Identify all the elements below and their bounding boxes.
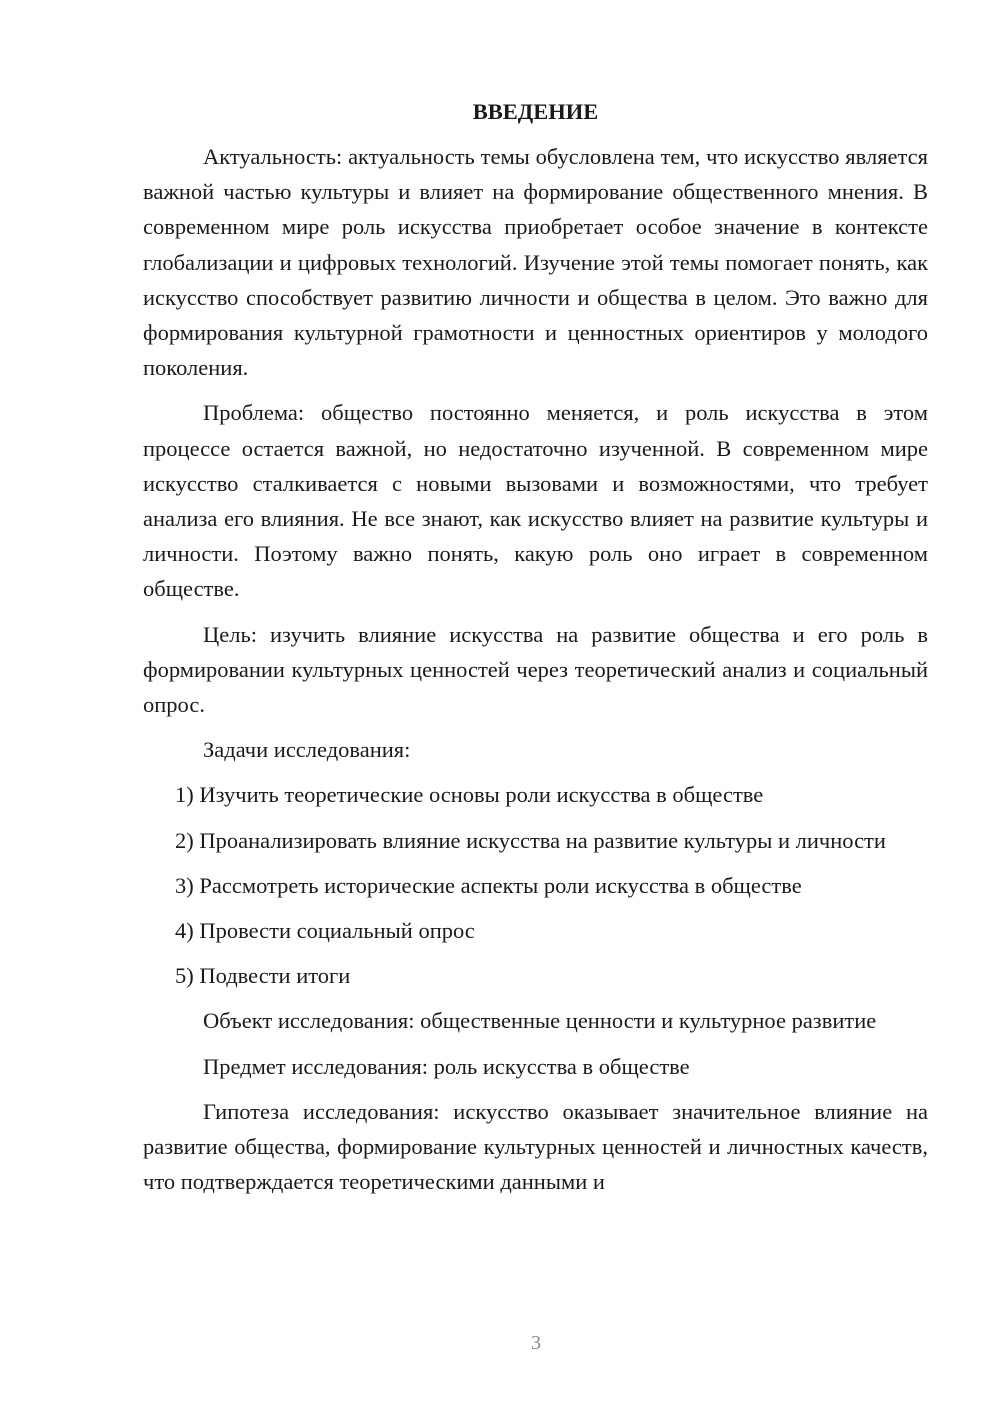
paragraph-problem: Проблема: общество постоянно меняется, и роль искусства в этом процессе остается важной, но недостаточно изученной. В современном мире искусство сталкивается с новыми вызовами и возможностями, что требует анализа его влияния. Не все знают, как искусство влияет на развитие культуры и личности. Поэтому важно понять, какую роль оно играет в современном обществе. <box>143 400 928 602</box>
paragraph-object: Объект исследования: общественные ценности и культурное развитие <box>203 1008 877 1034</box>
task-item-2: 2) Проанализировать влияние искусства на развитие культуры и личности <box>175 827 886 853</box>
paragraph-relevance: Актуальность: актуальность темы обусловлена тем, что искусство является важной частью культуры и влияет на формирование общественного мнения. В современном мире роль искусства приобретает особое значение в контексте глобализации и цифровых технологий. Изучение этой темы помогает понять, как искусство способствует развитию личности и общества в целом. Это важно для формирования культурной грамотности и ценностных ориентиров у молодого поколения. <box>143 144 928 381</box>
task-item-5: 5) Подвести итоги <box>175 963 351 989</box>
paragraph-tasks-heading: Задачи исследования: <box>203 737 411 763</box>
page-content <box>143 94 928 1209</box>
paragraph-hypothesis: Гипотеза исследования: искусство оказывает значительное влияние на развитие общества, формирование культурных ценностей и личностных качеств, что подтверждается теоретическими данными и <box>143 1098 928 1195</box>
task-item-1: 1) Изучить теоретические основы роли искусства в обществе <box>175 782 764 808</box>
paragraph-subject: Предмет исследования: роль искусства в обществе <box>203 1053 690 1079</box>
paragraph-goal: Цель: изучить влияние искусства на развитие общества и его роль в формировании культурных ценностей через теоретический анализ и социальный опрос. <box>143 621 928 718</box>
page-number: 3 <box>531 1332 541 1354</box>
task-item-4: 4) Провести социальный опрос <box>175 918 475 944</box>
section-title: ВВЕДЕНИЕ <box>472 99 599 124</box>
task-item-3: 3) Рассмотреть исторические аспекты роли искусства в обществе <box>175 872 802 898</box>
